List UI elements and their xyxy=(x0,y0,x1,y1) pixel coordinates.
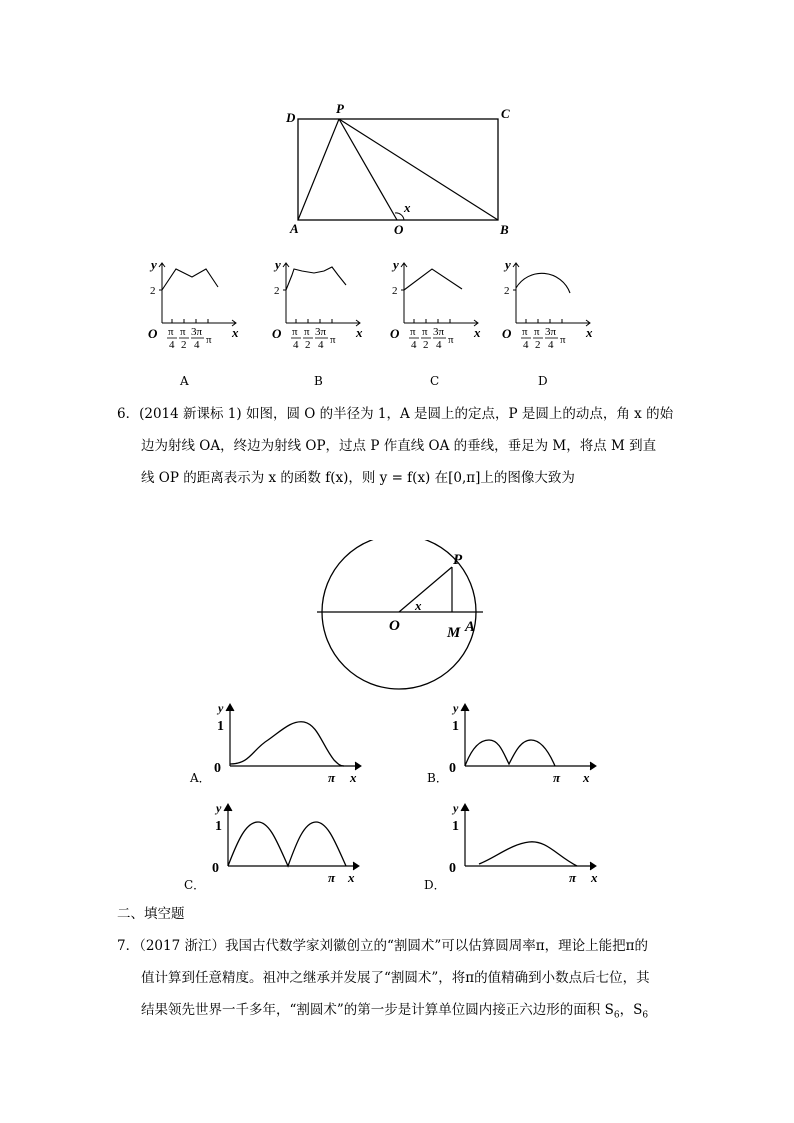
axis-y-label: y xyxy=(393,257,399,272)
y-tick-1: 1 xyxy=(452,819,459,834)
origin-label: O xyxy=(502,326,512,341)
question6-text xyxy=(117,398,717,494)
y-tick-2: 2 xyxy=(504,285,510,297)
tick-4-den: 4 xyxy=(523,339,529,351)
label-A: A xyxy=(290,221,299,236)
q7-sep: ，S xyxy=(619,1002,643,1018)
tick-pi: π xyxy=(553,770,561,785)
origin-label: O xyxy=(272,326,282,341)
tick-2-den: 2 xyxy=(305,339,311,351)
curve xyxy=(286,267,346,290)
tick-3pi-num: 3π xyxy=(433,326,445,338)
q6-option-graph-a xyxy=(210,700,370,794)
axis-y-label: y xyxy=(275,257,281,272)
origin-label: 0 xyxy=(214,761,221,776)
tick-pi: π xyxy=(448,334,454,346)
y-tick-1: 1 xyxy=(217,719,224,734)
curve xyxy=(230,722,344,766)
curve xyxy=(404,269,462,290)
axis-y-label: y xyxy=(505,257,511,272)
axis-y-label: y xyxy=(218,701,224,715)
q6-option-A[interactable]: A． xyxy=(190,771,211,785)
curve xyxy=(162,269,218,290)
section-heading: 二、填空题 xyxy=(117,906,185,922)
tick-pi: π xyxy=(330,334,336,346)
tick-pi-num: π xyxy=(168,326,174,338)
origin-label: O xyxy=(390,326,400,341)
circle-label-x: x xyxy=(415,598,422,613)
label-x: x xyxy=(404,200,411,215)
tick-4-den2: 4 xyxy=(548,339,554,351)
origin-label: 0 xyxy=(212,861,219,876)
axis-x-label: x xyxy=(586,325,593,340)
axis-y-label: y xyxy=(453,801,459,815)
tick-pi: π xyxy=(569,870,577,885)
circle-label-P: P xyxy=(453,552,463,568)
tick-pi-num2: π xyxy=(180,326,186,338)
origin-label: 0 xyxy=(449,761,456,776)
question7-text xyxy=(117,930,717,1032)
tick-4-den2: 4 xyxy=(436,339,442,351)
q7-sub6: 6 xyxy=(613,1010,620,1021)
axis-y-label: y xyxy=(151,257,157,272)
tick-pi: π xyxy=(206,334,212,346)
tick-4-den: 4 xyxy=(169,339,175,351)
q7-line1: 7．（2017 浙江）我国古代数学家刘徽创立的“割圆术”可以估算圆周率π，理论上能把π的 xyxy=(117,938,649,954)
circle-label-A: A xyxy=(465,619,476,635)
label-D: D xyxy=(286,110,296,125)
q5-option-graph-d xyxy=(502,255,602,369)
q6-line3: 线 OP 的距离表示为 x 的函数 f(x)，则 y = f(x) 在[0,π]上的图像大致为 xyxy=(141,470,575,486)
tick-2-den: 2 xyxy=(535,339,541,351)
q5-option-graph-a xyxy=(148,255,248,369)
curve xyxy=(465,740,555,766)
axis-y-label: y xyxy=(216,801,222,815)
q6-line2: 边为射线 OA，终边为射线 OP，过点 P 作直线 OA 的垂线，垂足为 M，将点 M 到直 xyxy=(141,438,657,454)
circle-label-O: O xyxy=(389,618,400,634)
y-tick-2: 2 xyxy=(150,285,156,297)
q6-option-B[interactable]: B． xyxy=(427,771,448,785)
rectangle-figure xyxy=(280,100,520,240)
y-tick-1: 1 xyxy=(452,719,459,734)
tick-pi: π xyxy=(328,870,336,885)
tick-2-den: 2 xyxy=(181,339,187,351)
y-tick-1: 1 xyxy=(215,819,222,834)
curve xyxy=(479,842,577,866)
tick-3pi-num: 3π xyxy=(545,326,557,338)
q6-option-graph-d xyxy=(445,800,605,894)
axis-x-label: x xyxy=(232,325,239,340)
tick-pi: π xyxy=(328,770,336,785)
q6-option-graph-c xyxy=(208,800,368,894)
q7-line3-text: 结果领先世界一千多年，“割圆术”的第一步是计算单位圆内接正六边形的面积 S xyxy=(141,1002,614,1018)
tick-2-den: 2 xyxy=(423,339,429,351)
tick-pi-num2: π xyxy=(422,326,428,338)
curve xyxy=(228,822,346,866)
origin-label: O xyxy=(148,326,158,341)
q7-line2: 值计算到任意精度。祖冲之继承并发展了“割圆术”，将π的值精确到小数点后七位，其 xyxy=(141,970,650,986)
y-tick-2: 2 xyxy=(274,285,280,297)
tick-pi-num: π xyxy=(292,326,298,338)
label-C: C xyxy=(501,106,510,121)
axis-x-label: x xyxy=(356,325,363,340)
q5-option-label-a[interactable]: A xyxy=(180,374,189,388)
tick-3pi-num: 3π xyxy=(315,326,327,338)
q5-option-label-d[interactable]: D xyxy=(538,374,548,388)
tick-pi-num: π xyxy=(410,326,416,338)
circle-label-M: M xyxy=(447,625,461,641)
label-O: O xyxy=(394,222,404,237)
q6-option-graph-b xyxy=(445,700,605,794)
axis-x-label: x xyxy=(591,870,598,885)
tick-pi: π xyxy=(560,334,566,346)
q5-option-label-c[interactable]: C xyxy=(430,374,440,388)
q7-line3 xyxy=(117,994,717,1032)
q6-line1: 6．(2014 新课标 1) 如图，圆 O 的半径为 1，A 是圆上的定点，P 是圆上的动点，角 x 的始 xyxy=(117,406,674,422)
label-B: B xyxy=(500,222,509,237)
q7-sub6b: 6 xyxy=(642,1010,649,1021)
tick-4-den2: 4 xyxy=(318,339,324,351)
tick-4-den2: 4 xyxy=(194,339,200,351)
label-P: P xyxy=(336,101,344,116)
q6-option-D[interactable]: D． xyxy=(424,878,446,892)
origin-label: 0 xyxy=(449,861,456,876)
q5-option-graph-c xyxy=(390,255,490,369)
axis-x-label: x xyxy=(348,870,355,885)
tick-pi-num: π xyxy=(522,326,528,338)
tick-pi-num2: π xyxy=(304,326,310,338)
q5-option-graph-b xyxy=(272,255,372,369)
y-tick-2: 2 xyxy=(392,285,398,297)
tick-4-den: 4 xyxy=(293,339,299,351)
tick-pi-num2: π xyxy=(534,326,540,338)
axis-x-label: x xyxy=(583,770,590,785)
q6-option-C[interactable]: C． xyxy=(184,878,206,892)
tick-4-den: 4 xyxy=(411,339,417,351)
axis-x-label: x xyxy=(350,770,357,785)
q5-option-label-b[interactable]: B xyxy=(314,374,323,388)
axis-x-label: x xyxy=(474,325,481,340)
circle-figure xyxy=(315,540,495,690)
axis-y-label: y xyxy=(453,701,459,715)
tick-3pi-num: 3π xyxy=(191,326,203,338)
